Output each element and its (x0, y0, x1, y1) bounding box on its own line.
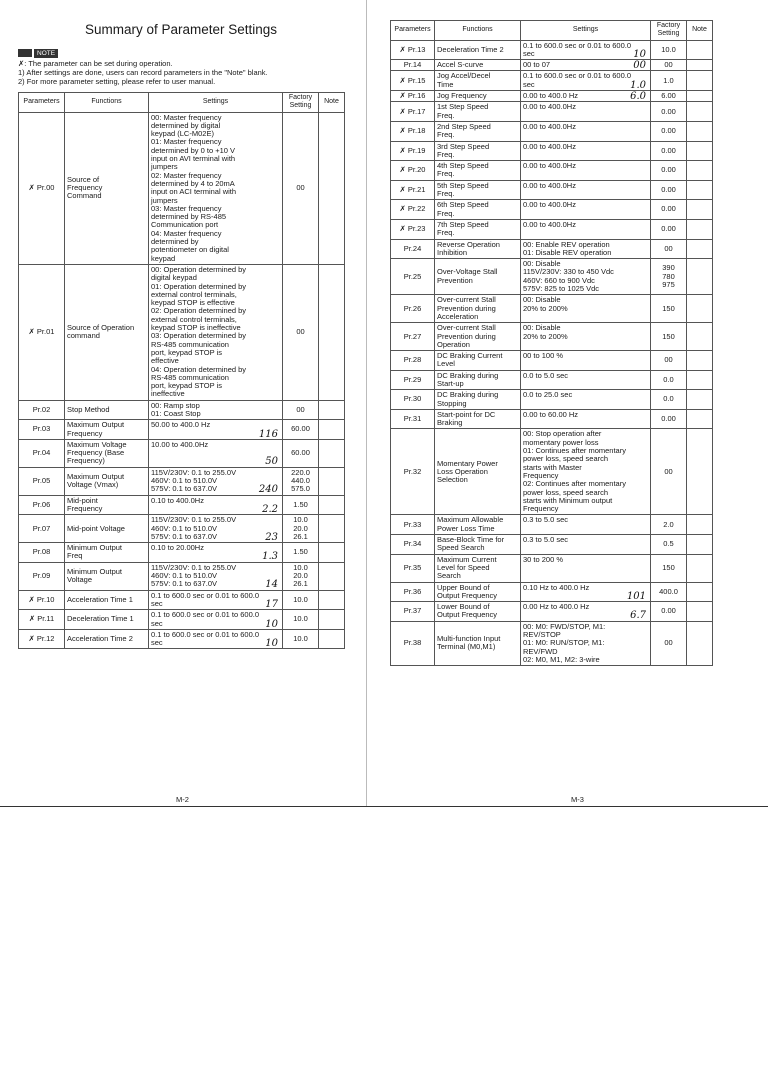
table-row (19, 439, 345, 467)
table-row (391, 554, 713, 582)
function-cell: Maximum Voltage Frequency (Base Frequency) (65, 439, 149, 467)
note-cell (687, 200, 713, 220)
note-cell (687, 295, 713, 323)
factory-setting-cell: 0.00 (651, 161, 687, 181)
table-row (391, 91, 713, 102)
note-cell (687, 621, 713, 665)
table-row (19, 515, 345, 543)
param-cell: Pr.05 (19, 467, 65, 495)
table-row (19, 400, 345, 420)
param-cell: Pr.03 (19, 420, 65, 440)
factory-setting-cell: 1.0 (651, 71, 687, 91)
table-row (391, 515, 713, 535)
param-cell: Pr.31 (391, 409, 435, 429)
header-settings: Settings (521, 21, 651, 41)
page-bottom-rule (0, 806, 768, 807)
param-cell: Pr.29 (391, 370, 435, 390)
note-cell (687, 390, 713, 410)
handwritten-value: 1.3 (262, 551, 278, 563)
header-note: Note (319, 93, 345, 113)
factory-setting-cell: 00 (283, 400, 319, 420)
note-cell (687, 554, 713, 582)
page-left (18, 0, 344, 649)
param-cell: Pr.24 (391, 239, 435, 259)
header-functions: Functions (65, 93, 149, 113)
factory-setting-cell: 0.00 (651, 409, 687, 429)
settings-cell: 00: Disable 115V/230V: 330 to 450 Vdc 460V: 660 to 900 Vdc 575V: 825 to 1025 Vdc (521, 259, 651, 295)
note-cell (687, 141, 713, 161)
settings-cell: 30 to 200 % (521, 554, 651, 582)
factory-setting-cell: 10.0 (283, 610, 319, 630)
note-cell (319, 629, 345, 649)
settings-cell: 0.00 to 400.0Hz (521, 180, 651, 200)
handwritten-value: 17 (265, 598, 278, 610)
factory-setting-cell: 10.0 (283, 629, 319, 649)
handwritten-value: 00 (633, 60, 646, 72)
function-cell: Acceleration Time 2 (65, 629, 149, 649)
factory-setting-cell: 2.0 (651, 515, 687, 535)
table-row (391, 535, 713, 555)
handwritten-value: 240 (258, 484, 278, 496)
function-cell: DC Braking during Start-up (435, 370, 521, 390)
handwritten-value: 10 (633, 48, 646, 60)
function-cell: Over-current Stall Prevention during Operation (435, 323, 521, 351)
settings-cell: 0.00 to 400.0Hz (521, 121, 651, 141)
factory-setting-cell: 1.50 (283, 543, 319, 563)
note-line: 2) For more parameter setting, please refer to user manual. (18, 77, 216, 86)
factory-setting-cell: 150 (651, 295, 687, 323)
table-row (391, 370, 713, 390)
settings-cell: 00: Ramp stop 01: Coast Stop (149, 400, 283, 420)
table-row (19, 562, 345, 590)
note-cell (319, 439, 345, 467)
function-cell: Upper Bound of Output Frequency (435, 582, 521, 602)
note-icon (18, 48, 58, 58)
handwritten-value: 6.0 (630, 91, 646, 103)
param-cell: ✗ Pr.01 (19, 264, 65, 400)
param-cell: Pr.26 (391, 295, 435, 323)
factory-setting-cell: 390 780 975 (651, 259, 687, 295)
page-title: Summary of Parameter Settings (84, 22, 278, 37)
note-cell (687, 370, 713, 390)
note-cell (687, 515, 713, 535)
settings-cell: 0.3 to 5.0 sec (521, 535, 651, 555)
param-cell: ✗ Pr.11 (19, 610, 65, 630)
table-row (391, 60, 713, 71)
factory-setting-cell: 150 (651, 323, 687, 351)
settings-cell: 00: Enable REV operation 01: Disable REV operation (521, 239, 651, 259)
settings-cell: 0.00 to 400.0Hz (521, 102, 651, 122)
table-row (19, 420, 345, 440)
note-cell (687, 351, 713, 371)
function-cell: Base-Block Time for Speed Search (435, 535, 521, 555)
function-cell: Minimum Output Voltage (65, 562, 149, 590)
table-row (391, 102, 713, 122)
page-number-left: M-2 (176, 795, 189, 804)
function-cell: 3rd Step Speed Freq. (435, 141, 521, 161)
settings-cell: 00 to 100 % (521, 351, 651, 371)
param-cell: Pr.25 (391, 259, 435, 295)
function-cell: Mid-point Voltage (65, 515, 149, 543)
note-cell (319, 610, 345, 630)
param-cell: ✗ Pr.10 (19, 590, 65, 610)
table-row (391, 121, 713, 141)
table-body (391, 40, 713, 666)
param-cell: Pr.37 (391, 602, 435, 622)
settings-cell: 115V/230V: 0.1 to 255.0V 460V: 0.1 to 510.0V 575V: 0.1 to 637.0V 240 (149, 467, 283, 495)
settings-cell: 00: Disable 20% to 200% (521, 323, 651, 351)
function-cell: Start-point for DC Braking (435, 409, 521, 429)
note-cell (687, 161, 713, 181)
note-cell (687, 602, 713, 622)
pen-icon (18, 49, 32, 57)
param-cell: Pr.28 (391, 351, 435, 371)
table-row (391, 219, 713, 239)
table-row (391, 161, 713, 181)
function-cell: Acceleration Time 1 (65, 590, 149, 610)
factory-setting-cell: 00 (651, 239, 687, 259)
function-cell: Maximum Output Voltage (Vmax) (65, 467, 149, 495)
function-cell: 1st Step Speed Freq. (435, 102, 521, 122)
note-line: 1) After settings are done, users can record parameters in the "Note" blank. (18, 68, 268, 77)
param-cell: Pr.08 (19, 543, 65, 563)
function-cell: Over-current Stall Prevention during Acceleration (435, 295, 521, 323)
param-cell: ✗ Pr.21 (391, 180, 435, 200)
function-cell: Minimum Output Freq (65, 543, 149, 563)
settings-cell: 0.00 to 400.0 Hz 6.0 (521, 91, 651, 102)
header-functions: Functions (435, 21, 521, 41)
param-cell: ✗ Pr.00 (19, 112, 65, 264)
settings-cell: 00: M0: FWD/STOP, M1: REV/STOP 01: M0: RUN/STOP, M1: REV/FWD 02: M0, M1, M2: 3-wire (521, 621, 651, 665)
settings-cell: 00: Operation determined by digital keypad 01: Operation determined by external control terminals, keypad STOP is effective 02: Operation determined by external control terminals, keypad STOP is ineffective 03: Operation determined by RS-485 communication port, keypad STOP is effective 04: Operation determined by RS-485 communication port, keypad STOP is ineffective (149, 264, 283, 400)
factory-setting-cell: 0.00 (651, 180, 687, 200)
note-cell (687, 180, 713, 200)
param-cell: ✗ Pr.12 (19, 629, 65, 649)
factory-setting-cell: 0.0 (651, 370, 687, 390)
note-cell (687, 323, 713, 351)
table-row (391, 239, 713, 259)
note-cell (687, 409, 713, 429)
factory-setting-cell: 0.00 (651, 219, 687, 239)
note-cell (687, 582, 713, 602)
table-row (19, 543, 345, 563)
param-cell: ✗ Pr.23 (391, 219, 435, 239)
param-cell: Pr.06 (19, 495, 65, 515)
settings-cell: 0.10 to 400.0Hz 2.2 (149, 495, 283, 515)
function-cell: Jog Frequency (435, 91, 521, 102)
settings-cell: 0.10 Hz to 400.0 Hz 101 (521, 582, 651, 602)
header-parameters: Parameters (19, 93, 65, 113)
note-cell (687, 219, 713, 239)
factory-setting-cell: 150 (651, 554, 687, 582)
table-row (391, 351, 713, 371)
note-cell (319, 515, 345, 543)
settings-cell: 0.00 Hz to 400.0 Hz 6.7 (521, 602, 651, 622)
param-cell: ✗ Pr.18 (391, 121, 435, 141)
param-cell: Pr.33 (391, 515, 435, 535)
table-row (19, 495, 345, 515)
settings-cell: 0.1 to 600.0 sec or 0.01 to 600.0 sec 10 (149, 610, 283, 630)
factory-setting-cell: 0.00 (651, 141, 687, 161)
table-row (391, 259, 713, 295)
settings-cell: 115V/230V: 0.1 to 255.0V 460V: 0.1 to 510.0V 575V: 0.1 to 637.0V 14 (149, 562, 283, 590)
function-cell: Deceleration Time 2 (435, 40, 521, 60)
param-cell: ✗ Pr.20 (391, 161, 435, 181)
factory-setting-cell: 0.5 (651, 535, 687, 555)
settings-cell: 0.3 to 5.0 sec (521, 515, 651, 535)
table-row (19, 590, 345, 610)
note-cell (687, 40, 713, 60)
param-cell: Pr.07 (19, 515, 65, 543)
factory-setting-cell: 10.0 20.0 26.1 (283, 562, 319, 590)
function-cell: Source of Frequency Command (65, 112, 149, 264)
function-cell: 5th Step Speed Freq. (435, 180, 521, 200)
settings-cell: 0.00 to 400.0Hz (521, 141, 651, 161)
header-parameters: Parameters (391, 21, 435, 41)
param-cell: Pr.34 (391, 535, 435, 555)
handwritten-value: 101 (626, 590, 646, 602)
note-section (18, 48, 344, 86)
table-row (391, 409, 713, 429)
table-row (19, 467, 345, 495)
table-row (391, 180, 713, 200)
header-settings: Settings (149, 93, 283, 113)
function-cell: DC Braking Current Level (435, 351, 521, 371)
header-note: Note (687, 21, 713, 41)
table-row (19, 264, 345, 400)
page-gutter (366, 0, 367, 806)
factory-setting-cell: 0.00 (651, 200, 687, 220)
function-cell: Reverse Operation Inhibition (435, 239, 521, 259)
header-factory-setting: Factory Setting (283, 93, 319, 113)
function-cell: Momentary Power Loss Operation Selection (435, 429, 521, 515)
table-header-row (19, 93, 345, 113)
note-cell (319, 400, 345, 420)
settings-cell: 0.1 to 600.0 sec or 0.01 to 600.0 sec 10 (149, 629, 283, 649)
factory-setting-cell: 60.00 (283, 439, 319, 467)
handwritten-value: 2.2 (262, 503, 278, 515)
factory-setting-cell: 400.0 (651, 582, 687, 602)
note-cell (687, 121, 713, 141)
table-body (19, 112, 345, 649)
factory-setting-cell: 10.0 (651, 40, 687, 60)
handwritten-value: 116 (258, 428, 278, 440)
function-cell: 7th Step Speed Freq. (435, 219, 521, 239)
settings-cell: 115V/230V: 0.1 to 255.0V 460V: 0.1 to 510.0V 575V: 0.1 to 637.0V 23 (149, 515, 283, 543)
table-row (391, 602, 713, 622)
note-cell (319, 264, 345, 400)
function-cell: Accel S-curve (435, 60, 521, 71)
factory-setting-cell: 00 (651, 351, 687, 371)
function-cell: Lower Bound of Output Frequency (435, 602, 521, 622)
handwritten-value: 10 (265, 638, 278, 650)
param-cell: Pr.04 (19, 439, 65, 467)
page-right (390, 0, 712, 666)
factory-setting-cell: 10.0 20.0 26.1 (283, 515, 319, 543)
param-cell: ✗ Pr.19 (391, 141, 435, 161)
note-cell (687, 259, 713, 295)
settings-cell: 0.00 to 400.0Hz (521, 161, 651, 181)
factory-setting-cell: 10.0 (283, 590, 319, 610)
function-cell: Maximum Output Frequency (65, 420, 149, 440)
factory-setting-cell: 0.00 (651, 121, 687, 141)
table-row (391, 429, 713, 515)
param-cell: ✗ Pr.17 (391, 102, 435, 122)
param-cell: ✗ Pr.16 (391, 91, 435, 102)
note-line: ✗: The parameter can be set during operation. (18, 59, 173, 68)
table-row (391, 582, 713, 602)
page-number-right: M-3 (571, 795, 584, 804)
table-row (391, 295, 713, 323)
settings-cell: 0.0 to 25.0 sec (521, 390, 651, 410)
settings-cell: 0.0 to 5.0 sec (521, 370, 651, 390)
table-row (391, 71, 713, 91)
param-cell: Pr.14 (391, 60, 435, 71)
table-row (391, 390, 713, 410)
note-cell (687, 71, 713, 91)
settings-cell: 00: Disable 20% to 200% (521, 295, 651, 323)
param-cell: ✗ Pr.15 (391, 71, 435, 91)
settings-cell: 0.1 to 600.0 sec or 0.01 to 600.0 sec 1.0 (521, 71, 651, 91)
note-cell (319, 467, 345, 495)
param-cell: Pr.32 (391, 429, 435, 515)
param-cell: ✗ Pr.13 (391, 40, 435, 60)
note-cell (687, 535, 713, 555)
note-cell (319, 420, 345, 440)
function-cell: Stop Method (65, 400, 149, 420)
settings-cell: 0.10 to 20.00Hz 1.3 (149, 543, 283, 563)
table-row (391, 200, 713, 220)
function-cell: 2nd Step Speed Freq. (435, 121, 521, 141)
factory-setting-cell: 00 (283, 264, 319, 400)
factory-setting-cell: 220.0 440.0 575.0 (283, 467, 319, 495)
param-cell: Pr.35 (391, 554, 435, 582)
handwritten-value: 1.0 (630, 79, 646, 91)
function-cell: Jog Accel/Decel Time (435, 71, 521, 91)
param-cell: Pr.02 (19, 400, 65, 420)
factory-setting-cell: 1.50 (283, 495, 319, 515)
note-cell (319, 562, 345, 590)
param-cell: Pr.27 (391, 323, 435, 351)
factory-setting-cell: 0.00 (651, 102, 687, 122)
table-row (391, 323, 713, 351)
parameter-table-left (18, 92, 345, 649)
note-cell (687, 102, 713, 122)
table-header-row (391, 21, 713, 41)
settings-cell: 00: Master frequency determined by digital keypad (LC-M02E) 01: Master frequency determined by 0 to +10 V input on AVI terminal with jumpers 02: Master frequency determined by 4 to 20mA input on ACI terminal with jumpers 03: Master frequency determined by RS-485 Communication port 04: Master frequency determined by potentiometer on digital keypad (149, 112, 283, 264)
handwritten-value: 23 (265, 531, 278, 543)
settings-cell: 0.00 to 400.0Hz (521, 200, 651, 220)
settings-cell: 10.00 to 400.0Hz 50 (149, 439, 283, 467)
param-cell: Pr.38 (391, 621, 435, 665)
param-cell: ✗ Pr.22 (391, 200, 435, 220)
handwritten-value: 10 (265, 618, 278, 630)
factory-setting-cell: 0.00 (651, 602, 687, 622)
settings-cell: 00: Stop operation after momentary power loss 01: Continues after momentary power loss, speed search starts with Master Frequency 02: Continues after momentary power loss, speed search starts with Minimum output Frequency (521, 429, 651, 515)
table-row (19, 629, 345, 649)
settings-cell: 00 to 07 00 (521, 60, 651, 71)
function-cell: Source of Operation command (65, 264, 149, 400)
function-cell: Maximum Allowable Power Loss Time (435, 515, 521, 535)
factory-setting-cell: 00 (651, 60, 687, 71)
settings-cell: 0.1 to 600.0 sec or 0.01 to 600.0 sec 10 (521, 40, 651, 60)
param-cell: Pr.30 (391, 390, 435, 410)
note-cell (319, 112, 345, 264)
table-row (391, 141, 713, 161)
note-cell (319, 590, 345, 610)
settings-cell: 0.1 to 600.0 sec or 0.01 to 600.0 sec 17 (149, 590, 283, 610)
factory-setting-cell: 0.0 (651, 390, 687, 410)
param-cell: Pr.09 (19, 562, 65, 590)
settings-cell: 0.00 to 400.0Hz (521, 219, 651, 239)
note-cell (319, 495, 345, 515)
function-cell: Multi-function Input Terminal (M0,M1) (435, 621, 521, 665)
table-row (19, 112, 345, 264)
factory-setting-cell: 00 (283, 112, 319, 264)
note-tag: NOTE (34, 49, 58, 58)
factory-setting-cell: 60.00 (283, 420, 319, 440)
factory-setting-cell: 00 (651, 429, 687, 515)
handwritten-value: 50 (265, 456, 278, 468)
header-factory-setting: Factory Setting (651, 21, 687, 41)
function-cell: Mid-point Frequency (65, 495, 149, 515)
table-row (391, 621, 713, 665)
function-cell: 4th Step Speed Freq. (435, 161, 521, 181)
note-cell (687, 60, 713, 71)
factory-setting-cell: 00 (651, 621, 687, 665)
settings-cell: 0.00 to 60.00 Hz (521, 409, 651, 429)
function-cell: 6th Step Speed Freq. (435, 200, 521, 220)
handwritten-value: 14 (265, 579, 278, 591)
factory-setting-cell: 6.00 (651, 91, 687, 102)
function-cell: Over-Voltage Stall Prevention (435, 259, 521, 295)
table-row (391, 40, 713, 60)
param-cell: Pr.36 (391, 582, 435, 602)
note-cell (319, 543, 345, 563)
parameter-table-right (390, 20, 713, 666)
note-cell (687, 429, 713, 515)
table-row (19, 610, 345, 630)
note-cell (687, 239, 713, 259)
settings-cell: 50.00 to 400.0 Hz 116 (149, 420, 283, 440)
function-cell: Deceleration Time 1 (65, 610, 149, 630)
note-cell (687, 91, 713, 102)
handwritten-value: 6.7 (630, 610, 646, 622)
function-cell: DC Braking during Stopping (435, 390, 521, 410)
function-cell: Maximum Current Level for Speed Search (435, 554, 521, 582)
